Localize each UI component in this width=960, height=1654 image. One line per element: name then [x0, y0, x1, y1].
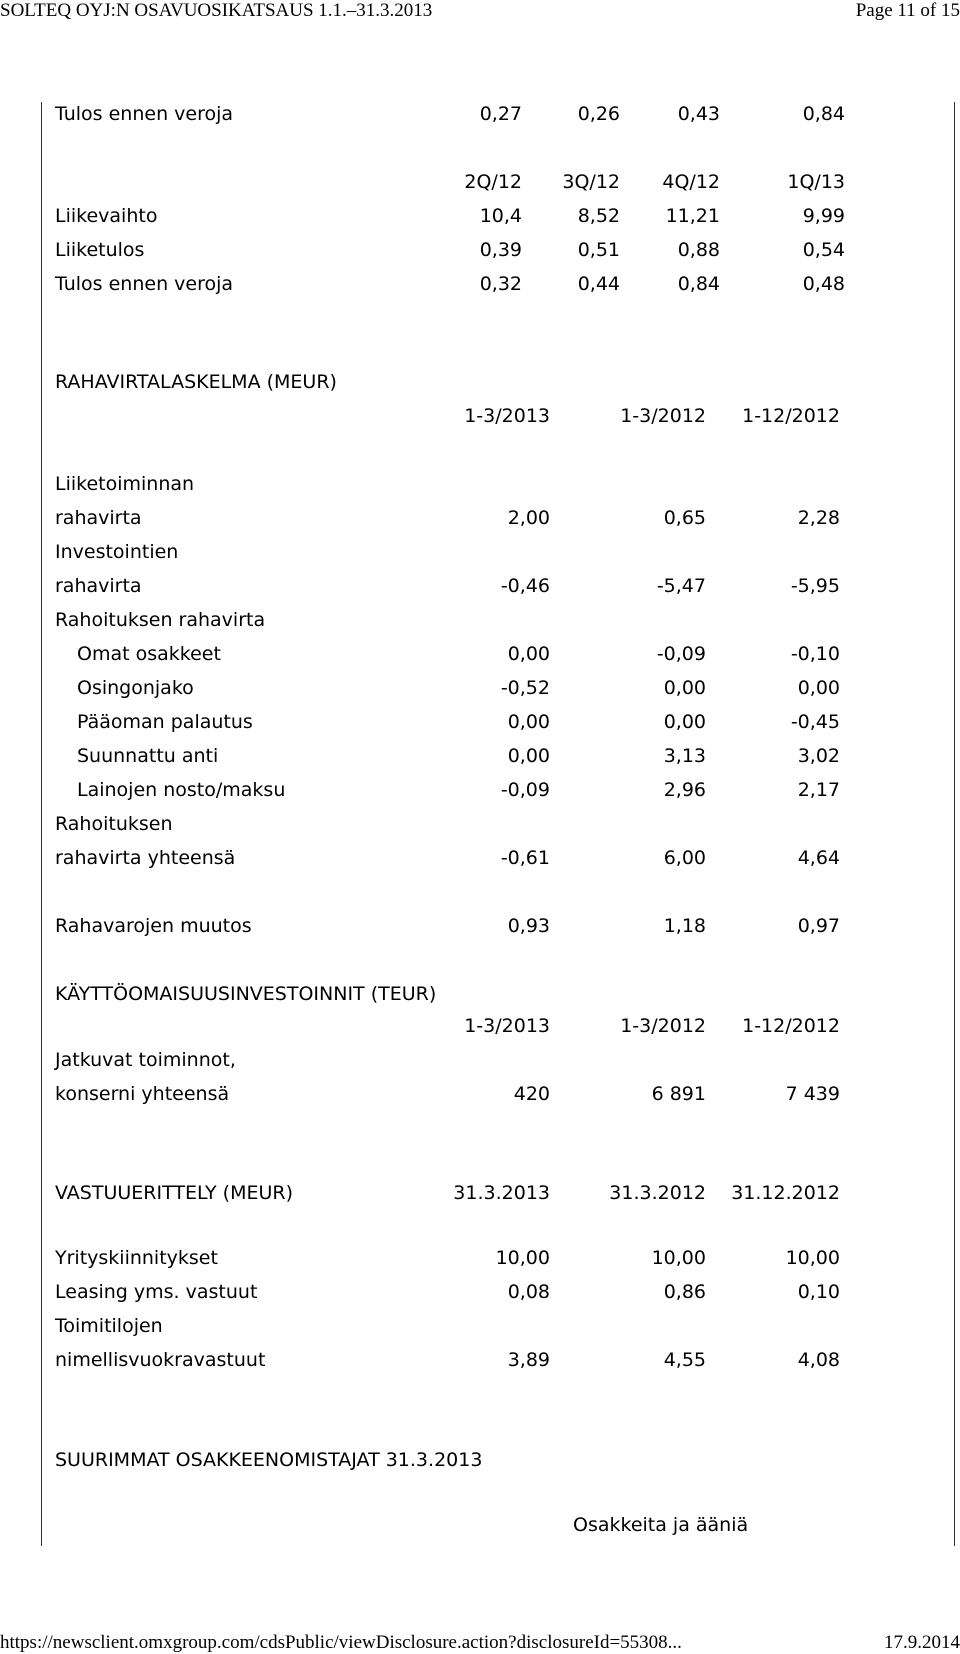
column-header: 31.3.2013	[453, 1182, 550, 1204]
value-cell: 0,00	[507, 745, 550, 767]
column-header: 1-12/2012	[742, 405, 840, 427]
row-label: rahavirta yhteensä	[55, 847, 236, 869]
value-cell: 0,00	[507, 643, 550, 665]
row-label: Lainojen nosto/maksu	[77, 779, 286, 801]
value-cell: 420	[513, 1083, 550, 1105]
value-cell: -0,10	[790, 643, 840, 665]
row-label: Rahoituksen rahavirta	[55, 609, 266, 631]
column-header: 31.3.2012	[609, 1182, 706, 1204]
section-title: VASTUUERITTELY (MEUR)	[55, 1182, 293, 1204]
row-label: Jatkuvat toiminnot,	[55, 1049, 236, 1071]
value-cell: 4,64	[797, 847, 840, 869]
value-cell: 0,97	[797, 915, 840, 937]
row-label: nimellisvuokravastuut	[55, 1349, 266, 1371]
document-header-title: SOLTEQ OYJ:N OSAVUOSIKATSAUS 1.1.–31.3.2013	[0, 0, 433, 21]
value-cell: 0,26	[577, 103, 620, 125]
value-cell: -0,61	[500, 847, 550, 869]
value-cell: 3,02	[797, 745, 840, 767]
row-label: Pääoman palautus	[77, 711, 253, 733]
section-title: SUURIMMAT OSAKKEENOMISTAJAT 31.3.2013	[55, 1449, 483, 1471]
value-cell: 2,17	[797, 779, 840, 801]
row-label: Tulos ennen veroja	[55, 103, 234, 125]
column-header: Osakkeita ja ääniä	[573, 1514, 749, 1536]
value-cell: 10,00	[495, 1247, 550, 1269]
column-header: 3Q/12	[562, 171, 620, 193]
column-header: 2Q/12	[464, 171, 522, 193]
value-cell: -5,47	[656, 575, 706, 597]
row-label: konserni yhteensä	[55, 1083, 230, 1105]
value-cell: 2,28	[797, 507, 840, 529]
value-cell: 0,10	[797, 1281, 840, 1303]
value-cell: 8,52	[577, 205, 620, 227]
value-cell: 9,99	[802, 205, 845, 227]
value-cell: 4,08	[797, 1349, 840, 1371]
row-label: Yrityskiinnitykset	[55, 1247, 218, 1269]
row-label: Rahavarojen muutos	[55, 915, 252, 937]
value-cell: 0,00	[797, 677, 840, 699]
value-cell: 6,00	[663, 847, 706, 869]
row-label: Tulos ennen veroja	[55, 273, 234, 295]
value-cell: 0,32	[479, 273, 522, 295]
row-label: Omat osakkeet	[77, 643, 221, 665]
value-cell: 3,13	[663, 745, 706, 767]
value-cell: 10,4	[479, 205, 522, 227]
section-title: RAHAVIRTALASKELMA (MEUR)	[55, 371, 337, 393]
value-cell: 7 439	[785, 1083, 840, 1105]
value-cell: 0,00	[507, 711, 550, 733]
footer-url: https://newsclient.omxgroup.com/cdsPublic/viewDisclosure.action?disclosureId=55308...	[0, 1632, 682, 1653]
row-label: rahavirta	[55, 507, 142, 529]
value-cell: 0,00	[663, 711, 706, 733]
row-label: Liiketulos	[55, 239, 145, 261]
value-cell: 0,51	[577, 239, 620, 261]
value-cell: -0,45	[790, 711, 840, 733]
value-cell: 2,96	[663, 779, 706, 801]
row-label: Osingonjako	[77, 677, 194, 699]
row-label: Toimitilojen	[55, 1315, 163, 1337]
footer-date: 17.9.2014	[884, 1632, 960, 1653]
value-cell: 0,27	[479, 103, 522, 125]
value-cell: 10,00	[651, 1247, 706, 1269]
column-header: 1-3/2013	[464, 405, 550, 427]
value-cell: 0,84	[677, 273, 720, 295]
column-header: 1Q/13	[787, 171, 845, 193]
value-cell: 0,39	[479, 239, 522, 261]
value-cell: 6 891	[651, 1083, 706, 1105]
value-cell: 0,88	[677, 239, 720, 261]
row-label: Rahoituksen	[55, 813, 173, 835]
column-header: 1-3/2013	[464, 1015, 550, 1037]
value-cell: 0,48	[802, 273, 845, 295]
value-cell: 0,44	[577, 273, 620, 295]
value-cell: 0,86	[663, 1281, 706, 1303]
value-cell: 3,89	[507, 1349, 550, 1371]
page-number: Page 11 of 15	[855, 0, 960, 21]
value-cell: 11,21	[665, 205, 720, 227]
value-cell: 0,00	[663, 677, 706, 699]
row-label: Liikevaihto	[55, 205, 158, 227]
row-label: rahavirta	[55, 575, 142, 597]
section-title: KÄYTTÖOMAISUUSINVESTOINNIT (TEUR)	[55, 983, 437, 1005]
value-cell: 0,43	[677, 103, 720, 125]
value-cell: 0,65	[663, 507, 706, 529]
value-cell: 4,55	[663, 1349, 706, 1371]
value-cell: -0,52	[500, 677, 550, 699]
row-label: Liiketoiminnan	[55, 473, 195, 495]
column-header: 31.12.2012	[731, 1182, 840, 1204]
value-cell: -0,09	[500, 779, 550, 801]
value-cell: -5,95	[790, 575, 840, 597]
value-cell: 10,00	[785, 1247, 840, 1269]
content-right-border	[954, 102, 955, 1546]
column-header: 1-12/2012	[742, 1015, 840, 1037]
row-label: Suunnattu anti	[77, 745, 219, 767]
value-cell: 1,18	[663, 915, 706, 937]
row-label: Investointien	[55, 541, 179, 563]
value-cell: 0,08	[507, 1281, 550, 1303]
value-cell: 0,54	[802, 239, 845, 261]
value-cell: -0,46	[500, 575, 550, 597]
value-cell: 2,00	[507, 507, 550, 529]
value-cell: 0,93	[507, 915, 550, 937]
value-cell: -0,09	[656, 643, 706, 665]
row-label: Leasing yms. vastuut	[55, 1281, 258, 1303]
content-left-border	[41, 102, 42, 1546]
column-header: 4Q/12	[662, 171, 720, 193]
column-header: 1-3/2012	[620, 405, 706, 427]
value-cell: 0,84	[802, 103, 845, 125]
column-header: 1-3/2012	[620, 1015, 706, 1037]
